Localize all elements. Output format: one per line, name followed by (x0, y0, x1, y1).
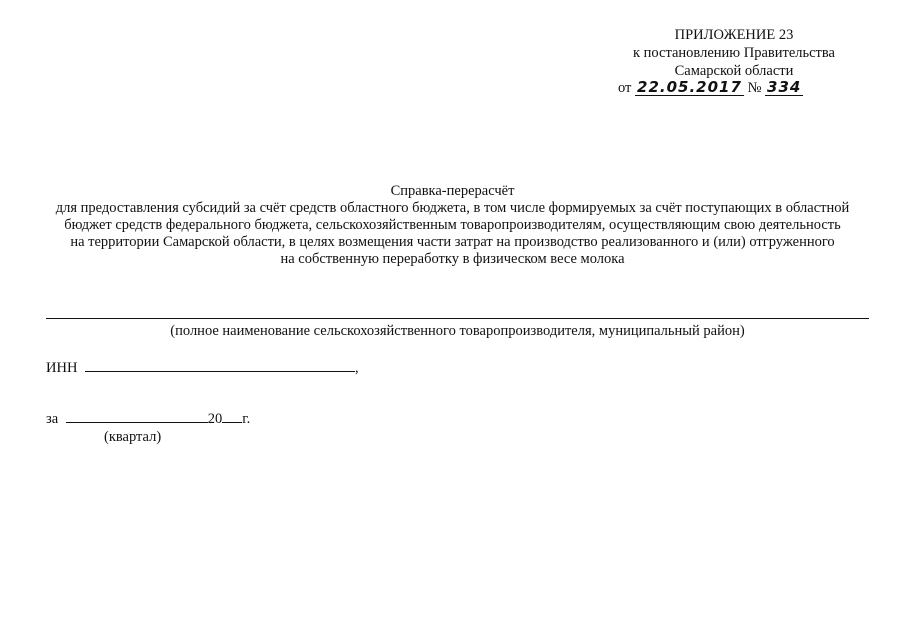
handwritten-number: 334 (767, 78, 802, 96)
organization-caption: (полное наименование сельскохозяйственного товаропроизводителя, муниципальный район) (170, 323, 745, 339)
date-prefix: от (618, 80, 632, 96)
quarter-caption: (квартал) (104, 429, 162, 445)
handwritten-date: 22.05.2017 (637, 78, 742, 96)
inn-input-line[interactable] (85, 359, 355, 372)
appendix-region: Самарской области (674, 63, 794, 79)
inn-label: ИНН (46, 360, 78, 376)
title-line-3: на территории Самарской области, в целях возмещения части затрат на производство реализованного и (или) отгруженного (70, 234, 835, 250)
appendix-title: ПРИЛОЖЕНИЕ 23 (674, 27, 794, 43)
year-suffix: г. (242, 411, 251, 427)
year-prefix: 20 (207, 411, 223, 427)
period-prefix: за (46, 411, 59, 427)
number-prefix: № (747, 80, 762, 96)
document-title-block (0, 183, 905, 268)
appendix-header (633, 26, 835, 80)
appendix-date-line (618, 78, 803, 98)
period-row (46, 410, 250, 428)
appendix-decree: к постановлению Правительства (633, 45, 835, 61)
document-heading: Справка-перерасчёт (390, 183, 515, 199)
inn-row (46, 359, 359, 377)
year-input-line[interactable] (222, 410, 242, 423)
quarter-input-line[interactable] (66, 410, 208, 423)
inn-suffix: , (355, 360, 359, 376)
organization-name-line[interactable] (46, 318, 869, 319)
title-line-2: бюджет средств федерального бюджета, сельскохозяйственным товаропроизводителям, осуществляющим свою деятельность (64, 217, 841, 233)
title-line-4: на собственную переработку в физическом весе молока (280, 251, 625, 267)
title-line-1: для предоставления субсидий за счёт средств областного бюджета, в том числе формируемых за счёт поступающих в областной (55, 200, 850, 216)
